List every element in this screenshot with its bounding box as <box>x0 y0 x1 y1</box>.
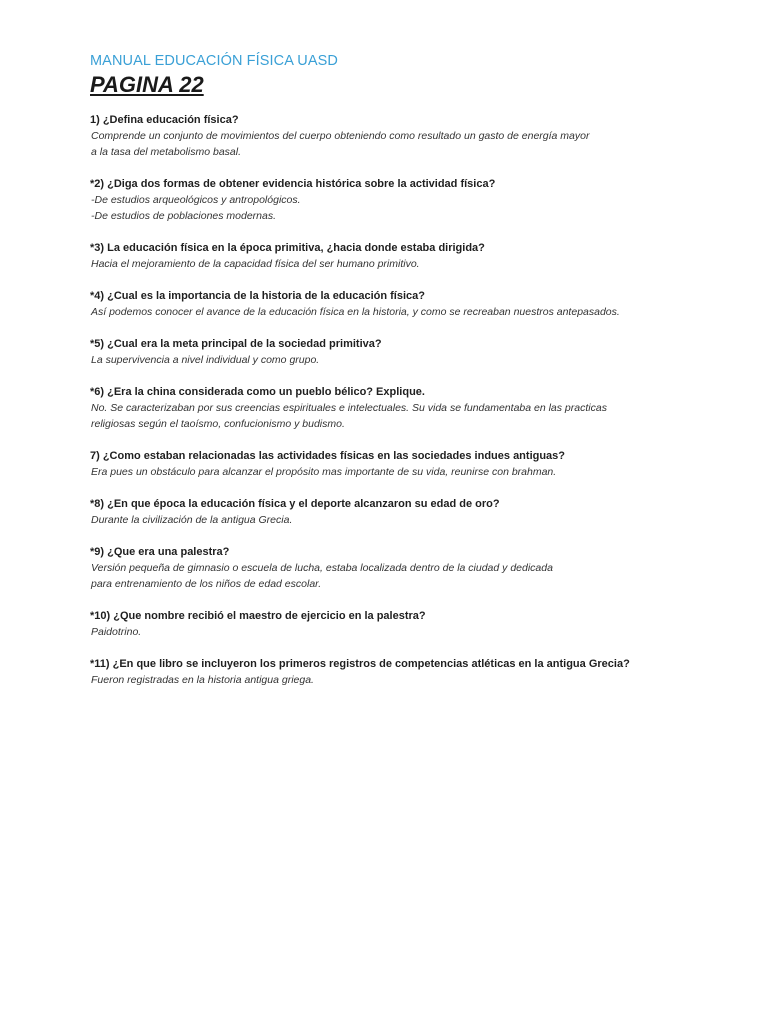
qa-item-6 <box>90 384 730 432</box>
answer-line: religiosas según el taoísmo, confucionismo y budismo. <box>91 418 345 430</box>
answer-line: No. Se caracterizaban por sus creencias espirituales e intelectuales. Su vida se fundamentaba en las practicas <box>91 402 607 414</box>
answer-line: Era pues un obstáculo para alcanzar el propósito mas importante de su vida, reunirse con brahman. <box>91 466 557 478</box>
qa-item-2 <box>90 176 730 224</box>
qa-item-1 <box>90 112 730 160</box>
question: 1) ¿Defina educación física? <box>90 114 239 126</box>
page-number-heading: PAGINA 22 <box>90 72 204 97</box>
qa-item-7 <box>90 448 730 480</box>
answer-line: para entrenamiento de los niños de edad escolar. <box>91 578 322 590</box>
question: *11) ¿En que libro se incluyeron los primeros registros de competencias atléticas en la antigua Grecia? <box>90 658 630 670</box>
document-title: MANUAL EDUCACIÓN FÍSICA UASD <box>90 53 338 69</box>
answer-line: Versión pequeña de gimnasio o escuela de lucha, estaba localizada dentro de la ciudad y dedicada <box>91 562 553 574</box>
answer-line: -De estudios arqueológicos y antropológicos. <box>91 194 301 206</box>
answer-line: a la tasa del metabolismo basal. <box>91 146 241 158</box>
qa-item-3 <box>90 240 730 272</box>
answer-line: Así podemos conocer el avance de la educación física en la historia, y como se recreaban nuestros antepasados. <box>91 306 620 318</box>
question: *5) ¿Cual era la meta principal de la sociedad primitiva? <box>90 338 382 350</box>
answer-line: Durante la civilización de la antigua Grecia. <box>91 514 293 526</box>
qa-item-10 <box>90 608 730 640</box>
question: *9) ¿Que era una palestra? <box>90 546 230 558</box>
answer-line: La supervivencia a nivel individual y como grupo. <box>91 354 320 366</box>
question: *3) La educación física en la época primitiva, ¿hacia donde estaba dirigida? <box>90 242 485 254</box>
qa-item-11 <box>90 656 730 688</box>
answer-line: Fueron registradas en la historia antigua griega. <box>91 674 314 686</box>
question: 7) ¿Como estaban relacionadas las actividades físicas en las sociedades indues antiguas? <box>90 450 566 462</box>
answer-line: Comprende un conjunto de movimientos del cuerpo obteniendo como resultado un gasto de energía mayor <box>91 130 590 142</box>
answer-line: Hacia el mejoramiento de la capacidad física del ser humano primitivo. <box>91 258 420 270</box>
question: *2) ¿Diga dos formas de obtener evidencia histórica sobre la actividad física? <box>90 178 496 190</box>
qa-item-4 <box>90 288 730 320</box>
document-page <box>90 52 730 704</box>
question: *10) ¿Que nombre recibió el maestro de ejercicio en la palestra? <box>90 610 426 622</box>
answer-line: Paidotrino. <box>91 626 142 638</box>
qa-item-5 <box>90 336 730 368</box>
question: *8) ¿En que época la educación física y el deporte alcanzaron su edad de oro? <box>90 498 500 510</box>
question: *6) ¿Era la china considerada como un pueblo bélico? Explique. <box>90 386 425 398</box>
question: *4) ¿Cual es la importancia de la historia de la educación física? <box>90 290 425 302</box>
qa-item-9 <box>90 544 730 592</box>
qa-item-8 <box>90 496 730 528</box>
answer-line: -De estudios de poblaciones modernas. <box>91 210 277 222</box>
